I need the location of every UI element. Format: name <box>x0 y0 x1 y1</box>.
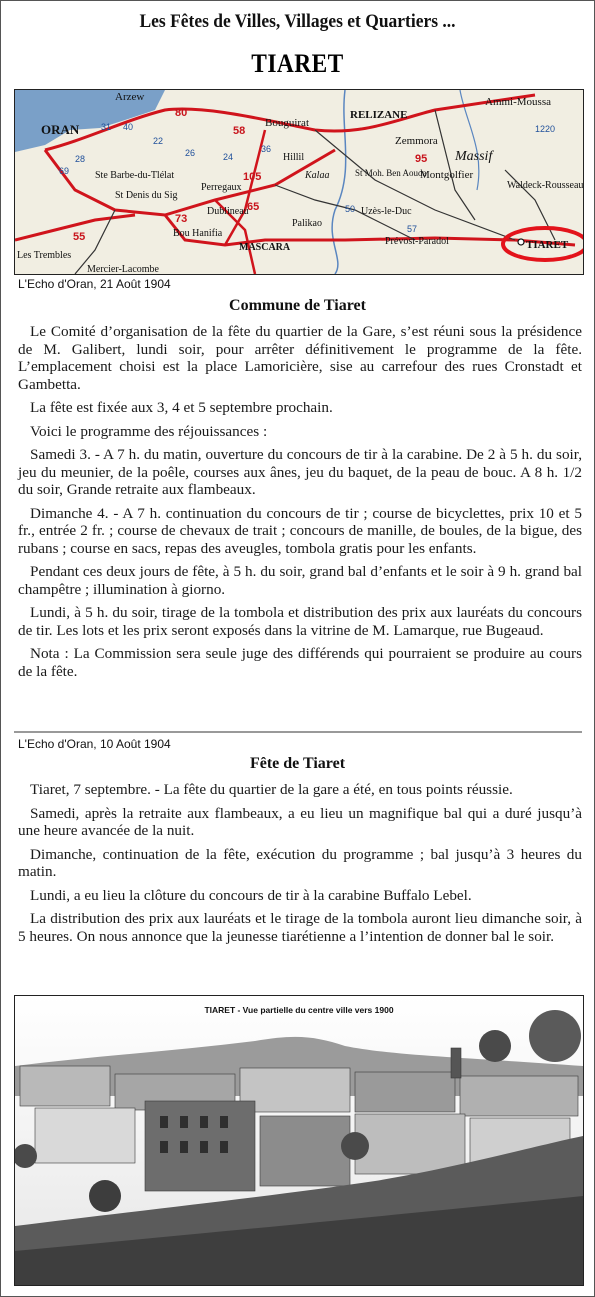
article-body <box>18 323 582 686</box>
map-label: MASCARA <box>239 242 291 253</box>
map-label: Prévost-Paradol <box>385 236 449 247</box>
map-road-number: 69 <box>59 166 70 176</box>
photo-window <box>200 1116 208 1128</box>
paragraph: Lundi, a eu lieu la clôture du concours de tir à la carabine Buffalo Lebel. <box>30 886 472 904</box>
map-label: Hillil <box>283 152 305 163</box>
photo-window <box>220 1116 228 1128</box>
map-road-number: 80 <box>175 107 188 119</box>
paragraph: La fête est fixée aux 3, 4 et 5 septembre prochain. <box>30 399 333 416</box>
map-label: Ste Barbe-du-Tlélat <box>95 170 175 181</box>
map-road-number: 26 <box>185 148 196 158</box>
map-label: Les Trembles <box>17 250 72 261</box>
photo-caption: TIARET - Vue partielle du centre ville vers 1900 <box>204 1005 394 1015</box>
map-road-number: 40 <box>123 122 134 132</box>
region-map <box>14 89 584 275</box>
paragraph: Lundi, à 5 h. du soir, tirage de la tombola et distribution des prix aux lauréats du concours de tir. Les lots et les prix seront exposés dans la vitrine de M. Lamarque, rue Bugeaud. <box>18 604 582 639</box>
map-road-number: 65 <box>247 201 260 213</box>
map-road-number: 105 <box>243 171 262 183</box>
paragraph: Samedi, après la retraite aux flambeaux, a eu lieu un magnifique bal qui a duré jusqu’à une heure avancée de la nuit. <box>18 804 582 839</box>
map-road-number: 1220 <box>535 124 556 134</box>
map-label: St Denis du Sig <box>115 190 178 201</box>
map-road-number: 55 <box>73 231 86 243</box>
paragraph: Dimanche 4. - A 7 h. continuation du concours de tir ; course de bicyclettes, prix 10 et 5 fr., entrée 2 fr. ; course de chevaux de trait ; concours de manille, de boules, de la bigue, des rubans ; course en sacs, repas des aveugles, tombola gratis pour les enfants. <box>18 504 582 557</box>
map-road-number: 95 <box>415 153 428 165</box>
paragraph: Tiaret, 7 septembre. - La fête du quartier de la gare a été, en tous points réussie. <box>30 781 513 798</box>
paragraph: Samedi 3. - A 7 h. du matin, ouverture du concours de tir à la carabine. De 2 à 5 h. du soir, jeu du meunier, de la poêle, courses aux ânes, jeu du baquet, de la peau de bouc. A 8 h. 1/2 du soir, Grande retraite aux flambeaux. <box>18 446 582 498</box>
map-label: Waldeck-Rousseau <box>507 180 583 191</box>
map-label: Bou Hanifia <box>173 228 223 239</box>
section-divider <box>14 731 582 733</box>
photo-building <box>260 1116 350 1186</box>
map-label: Massif <box>455 149 493 164</box>
map-road-number: 50 <box>345 204 356 214</box>
map-label: Dublineau <box>207 206 249 217</box>
photo-tree <box>341 1132 369 1160</box>
series-title: Les Fêtes de Villes, Villages et Quartiers ... <box>139 11 456 32</box>
map-label: Uzès-le-Duc <box>361 206 412 217</box>
paragraph: Nota : La Commission sera seule juge des différends qui pourraient se produire au cours de la fête. <box>18 645 582 680</box>
photo-window <box>180 1116 188 1128</box>
map-drawing <box>15 90 583 274</box>
map-label: St Moh. Ben Aouda <box>355 168 427 178</box>
photo-window <box>160 1141 168 1153</box>
paragraph: Le Comité d’organisation de la fête du quartier de la Gare, s’est réuni sous la présidence de M. Galibert, lundi soir, pour arrêter définitivement le programme de la fête. L’emplacement choisi est la place Lamoricière, sise au carrefour des rues Cronstadt et Gambetta. <box>18 323 582 393</box>
paragraph: Voici le programme des réjouissances : <box>30 422 268 440</box>
article-title: Commune de Tiaret <box>229 297 366 314</box>
map-road-number: 31 <box>101 122 112 132</box>
photo-window <box>200 1141 208 1153</box>
photo-building <box>35 1108 135 1163</box>
photo-building <box>355 1114 465 1174</box>
article-title: Fête de Tiaret <box>249 755 346 772</box>
photo-tree <box>479 1030 511 1062</box>
paragraph: Pendant ces deux jours de fête, à 5 h. du soir, grand bal d’enfants et le soir à 9 h. grand bal champêtre ; illumination à giorno. <box>18 563 582 598</box>
photo-building <box>460 1076 578 1116</box>
map-road-number: 22 <box>153 136 164 146</box>
paragraph: La distribution des prix aux lauréats et le tirage de la tombola auront lieu dimanche soir, à 5 heures. On nous annonce que la jeunesse tiarétienne a l’intention de donner bal le soir. <box>18 910 582 945</box>
photo-window <box>160 1116 168 1128</box>
historic-photo <box>14 995 584 1286</box>
map-label: Mercier-Lacombe <box>87 264 159 274</box>
town-title: TIARET <box>251 49 344 78</box>
source-note: L'Echo d'Oran, 10 Août 1904 <box>18 737 171 751</box>
map-label: Ammi-Moussa <box>485 96 551 108</box>
photo-building <box>240 1068 350 1112</box>
map-road-number: 58 <box>233 125 246 137</box>
map-road-number: 57 <box>407 224 418 234</box>
map-road-number: 24 <box>223 152 234 162</box>
map-label: Palikao <box>292 218 322 229</box>
map-label: Arzew <box>115 91 145 103</box>
photo-tree <box>89 1180 121 1212</box>
map-label: Perregaux <box>201 182 242 193</box>
map-label: Kalaa <box>305 170 330 181</box>
paragraph: Dimanche, continuation de la fête, exécution du programme ; bal jusqu’à 3 heures du matin. <box>18 845 582 880</box>
map-road-number: 36 <box>261 144 272 154</box>
map-label: ORAN <box>41 122 80 137</box>
photo-window <box>220 1141 228 1153</box>
photo-minaret <box>451 1048 461 1078</box>
map-label: RELIZANE <box>350 109 408 121</box>
map-road-number: 73 <box>175 213 188 225</box>
map-label-tiaret: TIARET <box>526 239 569 251</box>
map-road-number: 28 <box>75 154 86 164</box>
photo-drawing <box>15 996 583 1285</box>
map-label: Montgolfier <box>420 169 474 181</box>
map-label: Bouguirat <box>265 117 309 129</box>
tiaret-marker-icon <box>518 239 524 245</box>
photo-building <box>355 1072 455 1112</box>
map-label: Zemmora <box>395 135 438 147</box>
article-body <box>18 781 582 951</box>
photo-window <box>180 1141 188 1153</box>
photo-tree <box>529 1010 581 1062</box>
photo-building <box>20 1066 110 1106</box>
source-note: L'Echo d'Oran, 21 Août 1904 <box>18 277 171 291</box>
